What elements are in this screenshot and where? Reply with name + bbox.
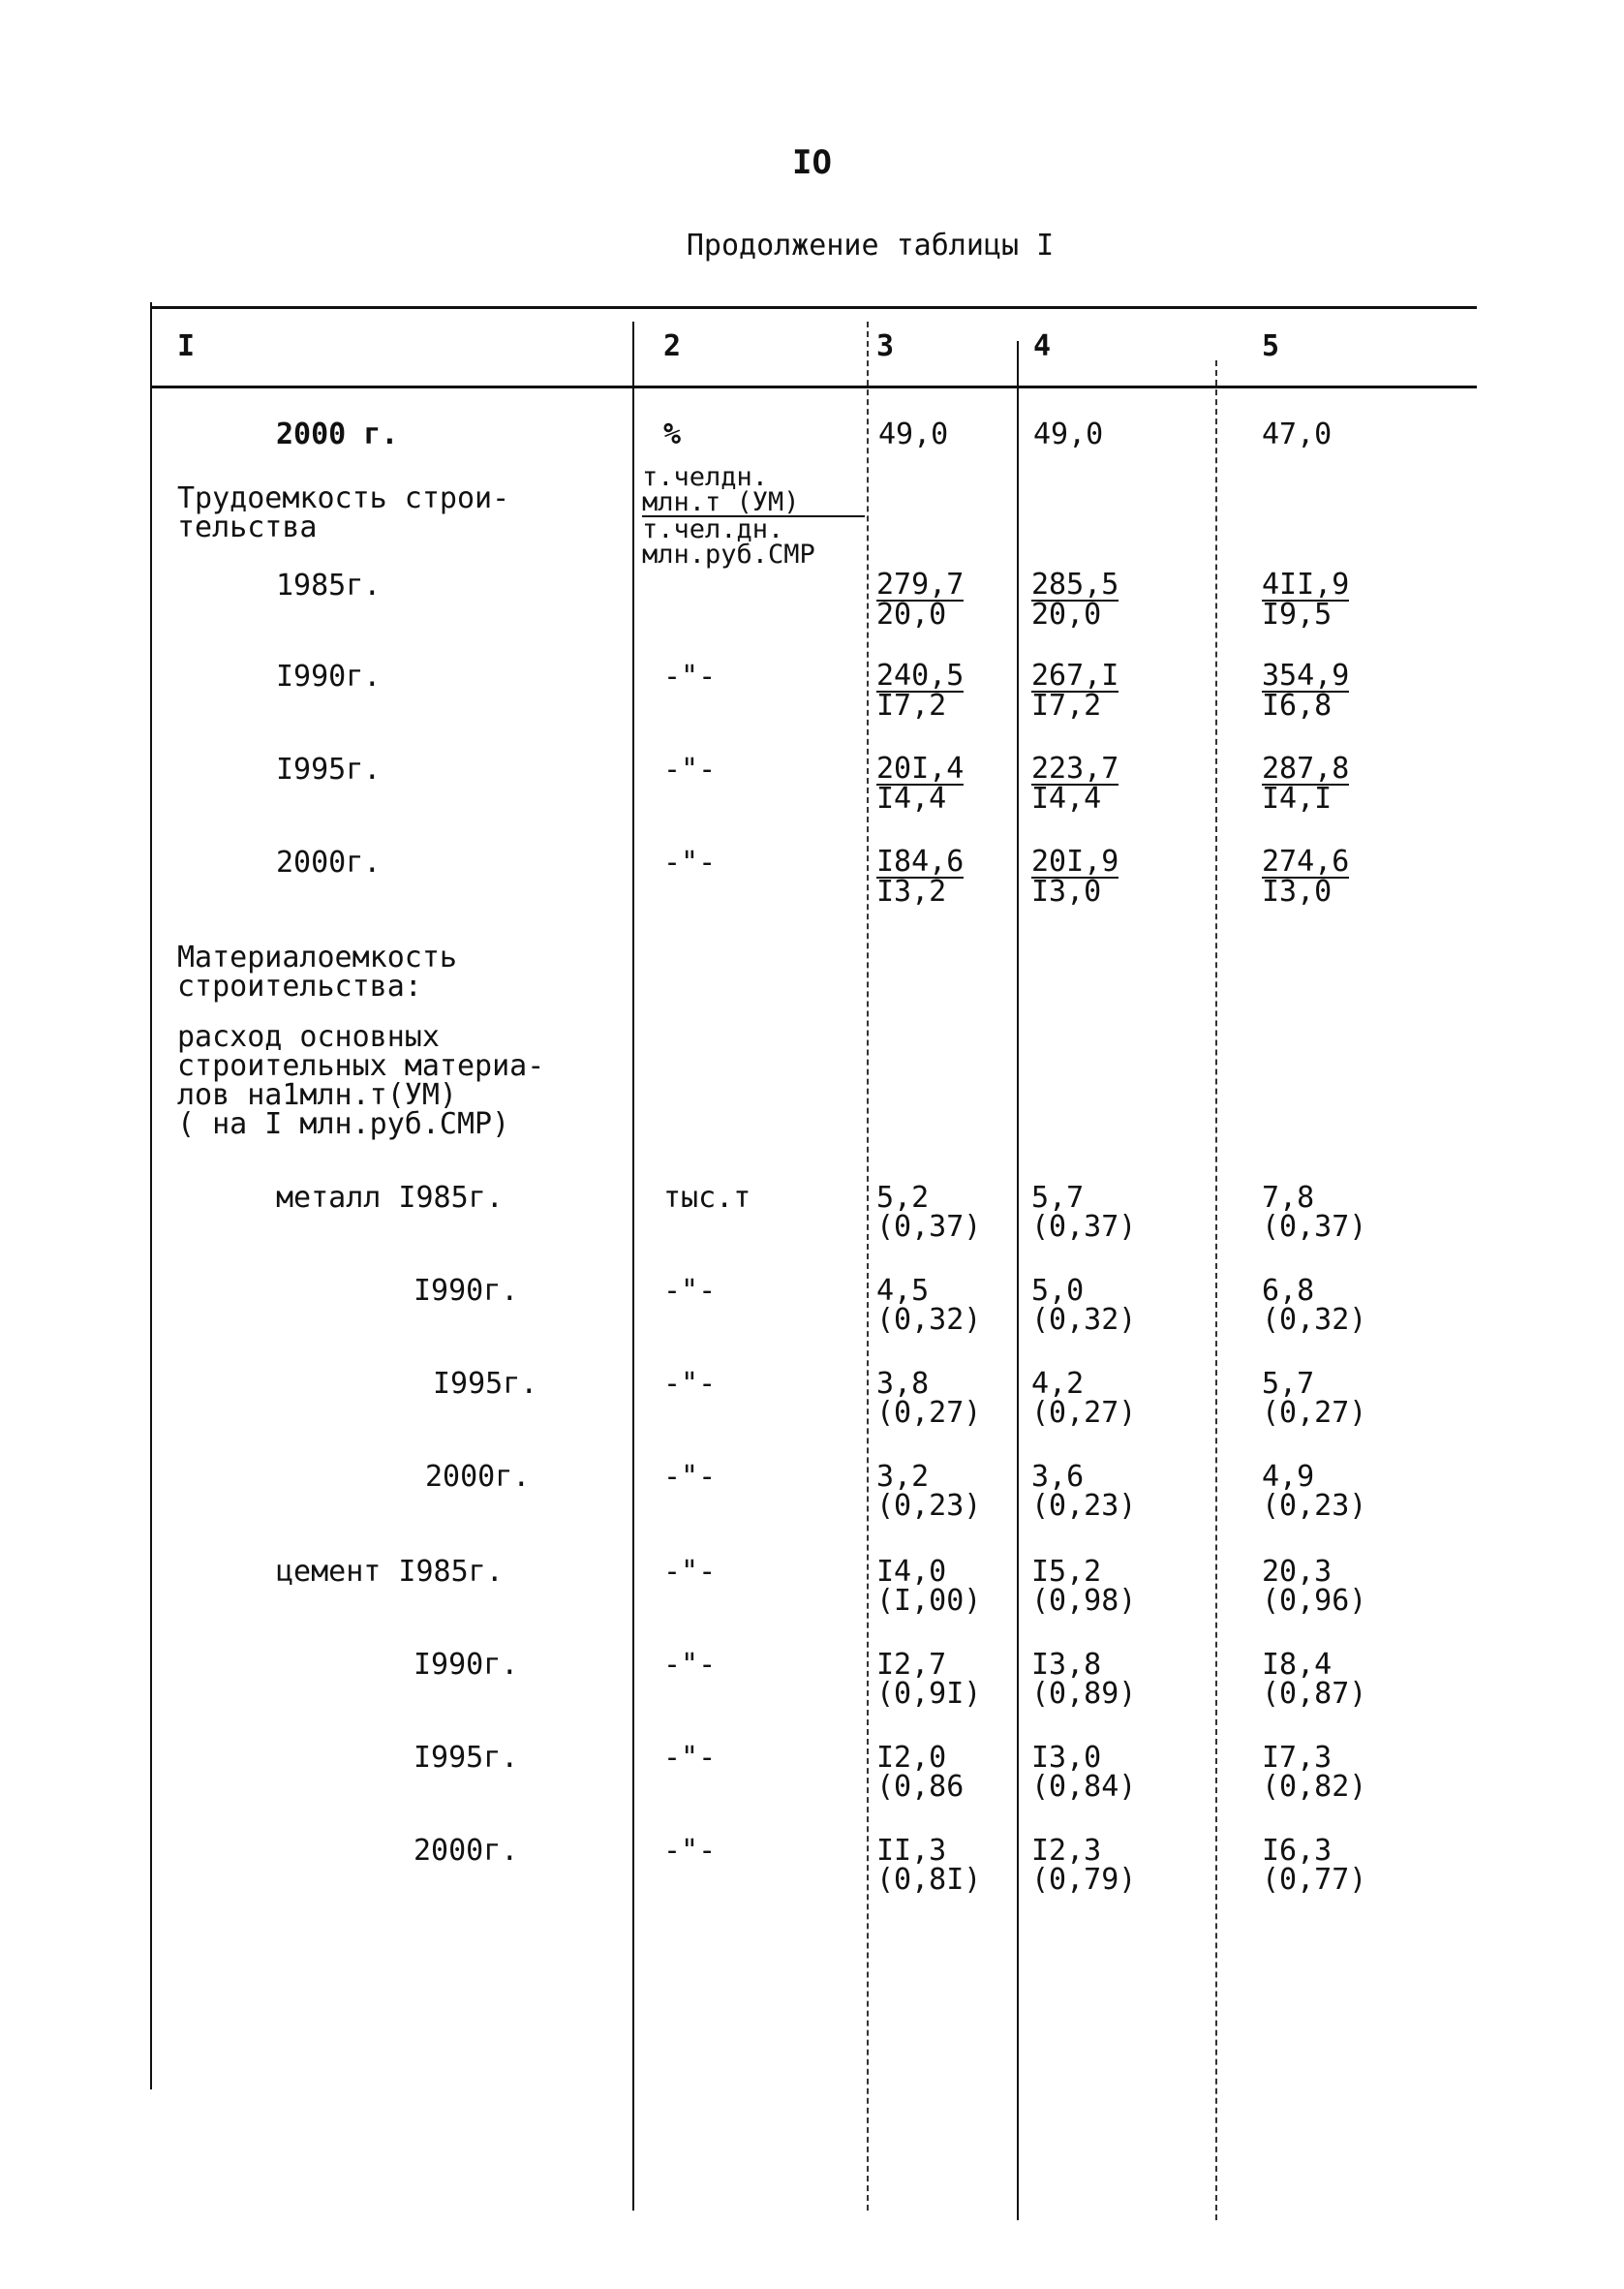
row-label: I995г.	[433, 1367, 538, 1401]
value-per-unit: (0,23)	[876, 1489, 982, 1523]
section-subtitle: строительных материа-	[177, 1049, 545, 1083]
value-per-unit: (0,23)	[1262, 1489, 1367, 1523]
section-title: Трудоемкость строи-	[177, 481, 510, 515]
value-fraction	[1262, 752, 1350, 816]
header-bottom-rule	[150, 386, 1477, 388]
row-label: металл I985г.	[276, 1181, 504, 1215]
denominator: I3,2	[876, 875, 947, 909]
value-cell: 49,0	[1033, 418, 1104, 451]
value-fraction	[1262, 659, 1350, 723]
value-per-unit: (0,27)	[1031, 1396, 1137, 1430]
unit-cell: -"-	[663, 1460, 717, 1494]
denominator: I9,5	[1262, 598, 1333, 632]
value-fraction	[876, 845, 965, 909]
value-main: 4,2	[1031, 1367, 1085, 1401]
unit-cell: -"-	[663, 1367, 717, 1401]
value-per-unit: (0,9I)	[876, 1677, 982, 1711]
value-pair	[1262, 1834, 1367, 1897]
numerator: 279,7	[876, 568, 965, 602]
value-pair	[1262, 1741, 1367, 1804]
value-main: 4,5	[876, 1274, 930, 1308]
value-cell: 47,0	[1262, 418, 1333, 451]
table-top-rule	[150, 306, 1477, 309]
unit-cell: -"-	[663, 1834, 717, 1868]
row-label: 2000г.	[425, 1460, 531, 1494]
value-per-unit: (0,89)	[1031, 1677, 1137, 1711]
denominator: I3,0	[1031, 875, 1102, 909]
value-pair	[1262, 1648, 1367, 1711]
numerator: 20I,9	[1031, 845, 1119, 879]
value-main: 5,0	[1031, 1274, 1085, 1308]
value-pair	[1262, 1274, 1367, 1337]
value-per-unit: (0,84)	[1031, 1770, 1137, 1804]
value-per-unit: (0,86	[876, 1770, 965, 1804]
value-main: 6,8	[1262, 1274, 1315, 1308]
numerator: 223,7	[1031, 752, 1119, 786]
unit-line: т.челдн.	[642, 462, 769, 492]
value-per-unit: (0,27)	[1262, 1396, 1367, 1430]
value-main: I3,8	[1031, 1648, 1102, 1682]
value-fraction	[1262, 568, 1350, 632]
value-main: 7,8	[1262, 1181, 1315, 1215]
unit-cell: -"-	[663, 1555, 717, 1589]
value-main: 5,7	[1031, 1181, 1085, 1215]
denominator: I4,4	[1031, 782, 1102, 816]
value-pair	[1262, 1181, 1367, 1244]
value-main: I6,3	[1262, 1834, 1333, 1868]
unit-cell: -"-	[663, 1274, 717, 1308]
value-pair	[1031, 1555, 1137, 1618]
value-per-unit: (0,87)	[1262, 1677, 1367, 1711]
header-col-1: I	[177, 329, 196, 363]
denominator: I7,2	[876, 689, 947, 723]
value-fraction	[1031, 568, 1119, 632]
value-main: II,3	[876, 1834, 947, 1868]
value-fraction	[1262, 845, 1350, 909]
row-label: I990г.	[414, 1274, 519, 1308]
value-pair	[876, 1834, 982, 1897]
denominator: I4,I	[1262, 782, 1333, 816]
row-label: I990г.	[414, 1648, 519, 1682]
value-per-unit: (I,00)	[876, 1584, 982, 1618]
numerator: 354,9	[1262, 659, 1350, 693]
table-caption: Продолжение таблицы I	[686, 229, 1055, 263]
numerator: 4II,9	[1262, 568, 1350, 602]
value-main: 3,8	[876, 1367, 930, 1401]
value-main: 5,7	[1262, 1367, 1315, 1401]
denominator: 20,0	[1031, 598, 1102, 632]
value-pair	[1031, 1648, 1137, 1711]
section-title: Материалоемкость	[177, 941, 457, 974]
value-pair	[876, 1367, 982, 1430]
unit-line: т.чел.дн.	[642, 514, 784, 544]
value-pair	[876, 1274, 982, 1337]
value-fraction	[876, 659, 965, 723]
row-label: I995г.	[414, 1741, 519, 1775]
value-pair	[876, 1181, 982, 1244]
section-subtitle: лов на1млн.т(УМ)	[177, 1078, 457, 1112]
value-fraction	[876, 752, 965, 816]
value-main: I7,3	[1262, 1741, 1333, 1775]
unit-cell: -"-	[663, 660, 717, 694]
value-pair	[876, 1460, 982, 1523]
value-main: I2,0	[876, 1741, 947, 1775]
value-pair	[1031, 1181, 1137, 1244]
numerator: 20I,4	[876, 752, 965, 786]
page-number: IO	[792, 143, 832, 182]
col-divider-4	[1215, 360, 1217, 2220]
unit-cell: -"-	[663, 1648, 717, 1682]
value-cell: 49,0	[878, 418, 949, 451]
row-label: 2000г.	[414, 1834, 519, 1868]
header-col-2: 2	[663, 329, 682, 363]
value-per-unit: (0,96)	[1262, 1584, 1367, 1618]
value-main: 5,2	[876, 1181, 930, 1215]
numerator: 240,5	[876, 659, 965, 693]
value-pair	[1031, 1834, 1137, 1897]
value-main: 20,3	[1262, 1555, 1333, 1589]
value-main: 3,6	[1031, 1460, 1085, 1494]
value-pair	[876, 1741, 965, 1804]
unit-cell: тыс.т	[663, 1181, 751, 1215]
unit-cell: -"-	[663, 846, 717, 880]
value-main: I2,7	[876, 1648, 947, 1682]
value-fraction	[876, 568, 965, 632]
value-fraction	[1031, 659, 1119, 723]
labor-unit-stack	[642, 462, 865, 570]
numerator: 285,5	[1031, 568, 1119, 602]
unit-cell: %	[663, 418, 682, 451]
denominator: 20,0	[876, 598, 947, 632]
value-main: I4,0	[876, 1555, 947, 1589]
value-per-unit: (0,79)	[1031, 1863, 1137, 1897]
numerator: 287,8	[1262, 752, 1350, 786]
value-per-unit: (0,27)	[876, 1396, 982, 1430]
value-pair	[1031, 1367, 1137, 1430]
value-fraction	[1031, 752, 1119, 816]
row-label: I990г.	[276, 660, 382, 694]
row-label: цемент I985г.	[276, 1555, 504, 1589]
col-divider-2	[867, 322, 869, 2211]
left-border	[150, 302, 152, 2089]
header-col-5: 5	[1262, 329, 1280, 363]
value-per-unit: (0,23)	[1031, 1489, 1137, 1523]
value-per-unit: (0,77)	[1262, 1863, 1367, 1897]
numerator: 274,6	[1262, 845, 1350, 879]
value-main: I3,0	[1031, 1741, 1102, 1775]
row-label: 1985г.	[276, 569, 382, 603]
value-per-unit: (0,98)	[1031, 1584, 1137, 1618]
section-subtitle: ( на I млн.руб.СМР)	[177, 1107, 510, 1141]
value-fraction	[1031, 845, 1119, 909]
value-main: I5,2	[1031, 1555, 1102, 1589]
value-per-unit: (0,32)	[1262, 1303, 1367, 1337]
value-per-unit: (0,37)	[876, 1210, 982, 1244]
data-table	[150, 302, 1477, 2201]
section-subtitle: расход основных	[177, 1020, 440, 1054]
value-per-unit: (0,37)	[1031, 1210, 1137, 1244]
denominator: I6,8	[1262, 689, 1333, 723]
value-per-unit: (0,82)	[1262, 1770, 1367, 1804]
denominator: I3,0	[1262, 875, 1333, 909]
value-pair	[1031, 1460, 1137, 1523]
value-main: 4,9	[1262, 1460, 1315, 1494]
value-main: I8,4	[1262, 1648, 1333, 1682]
value-pair	[1031, 1741, 1137, 1804]
unit-line: млн.т (УМ)	[642, 490, 865, 517]
numerator: 267,I	[1031, 659, 1119, 693]
denominator: I7,2	[1031, 689, 1102, 723]
col-divider-1	[632, 322, 634, 2211]
value-pair	[1262, 1555, 1367, 1618]
value-pair	[1262, 1460, 1367, 1523]
value-main: 3,2	[876, 1460, 930, 1494]
value-pair	[1031, 1274, 1137, 1337]
header-col-3: 3	[876, 329, 895, 363]
unit-line: млн.руб.СМР	[642, 540, 815, 570]
value-main: I2,3	[1031, 1834, 1102, 1868]
denominator: I4,4	[876, 782, 947, 816]
unit-cell: -"-	[663, 753, 717, 787]
row-label: 2000 г.	[276, 418, 399, 451]
section-title: строительства:	[177, 970, 422, 1004]
numerator: I84,6	[876, 845, 965, 879]
section-title: тельства	[177, 510, 318, 544]
value-per-unit: (0,32)	[1031, 1303, 1137, 1337]
value-per-unit: (0,37)	[1262, 1210, 1367, 1244]
col-divider-3	[1017, 341, 1019, 2220]
row-label: I995г.	[276, 753, 382, 787]
unit-cell: -"-	[663, 1741, 717, 1775]
value-pair	[876, 1555, 982, 1618]
value-per-unit: (0,8I)	[876, 1863, 982, 1897]
value-per-unit: (0,32)	[876, 1303, 982, 1337]
value-pair	[1262, 1367, 1367, 1430]
header-col-4: 4	[1033, 329, 1052, 363]
row-label: 2000г.	[276, 846, 382, 880]
value-pair	[876, 1648, 982, 1711]
